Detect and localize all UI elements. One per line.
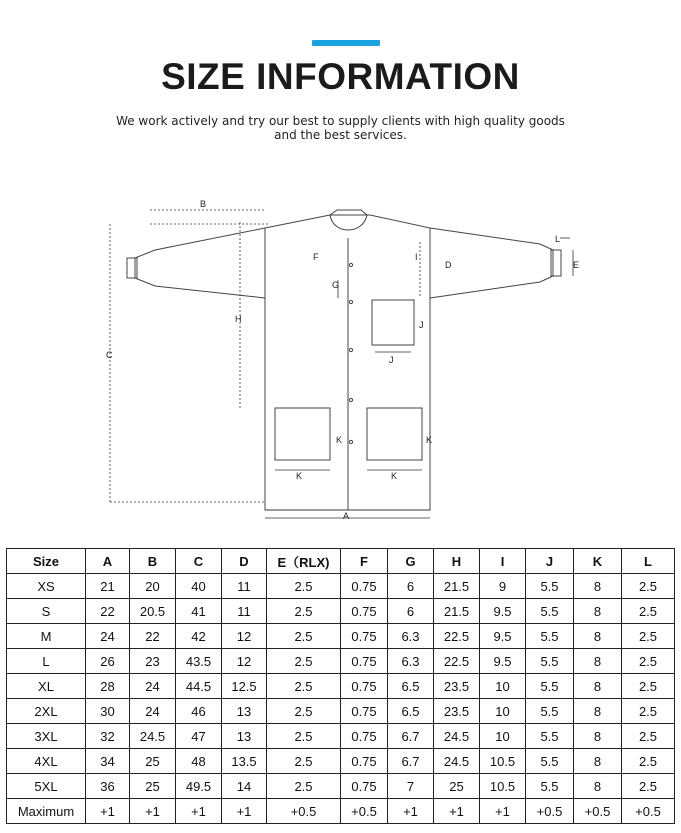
collar bbox=[330, 210, 367, 230]
table-cell: 2.5 bbox=[622, 574, 675, 599]
table-header: K bbox=[574, 549, 622, 574]
table-cell: 9.5 bbox=[480, 624, 526, 649]
table-cell: 2.5 bbox=[267, 699, 341, 724]
label-k-left: K bbox=[296, 471, 303, 481]
size-label-cell: S bbox=[7, 599, 86, 624]
table-cell: 9 bbox=[480, 574, 526, 599]
table-cell: 5.5 bbox=[526, 674, 574, 699]
table-cell: 0.75 bbox=[341, 774, 388, 799]
table-cell: 2.5 bbox=[267, 649, 341, 674]
table-header: E（RLX) bbox=[267, 549, 341, 574]
table-cell: 6 bbox=[388, 574, 434, 599]
table-cell: 8 bbox=[574, 724, 622, 749]
table-cell: 0.75 bbox=[341, 649, 388, 674]
table-cell: 6.7 bbox=[388, 724, 434, 749]
table-cell: 13 bbox=[222, 699, 267, 724]
table-cell: 20 bbox=[130, 574, 176, 599]
lab-coat-measurement-diagram bbox=[95, 180, 595, 525]
table-cell: 49.5 bbox=[176, 774, 222, 799]
size-label-cell: XL bbox=[7, 674, 86, 699]
table-cell: 12 bbox=[222, 649, 267, 674]
table-cell: 12 bbox=[222, 624, 267, 649]
label-k-side-right: K bbox=[426, 435, 433, 445]
table-cell: 2.5 bbox=[267, 599, 341, 624]
lower-pocket-left bbox=[275, 408, 330, 460]
label-i: I bbox=[415, 252, 418, 262]
table-cell: 23.5 bbox=[434, 699, 480, 724]
label-j-horizontal: J bbox=[389, 355, 394, 365]
table-cell: 8 bbox=[574, 774, 622, 799]
table-cell: +0.5 bbox=[574, 799, 622, 824]
table-header: A bbox=[86, 549, 130, 574]
table-cell: 36 bbox=[86, 774, 130, 799]
table-cell: 30 bbox=[86, 699, 130, 724]
table-cell: 6.3 bbox=[388, 649, 434, 674]
subtitle-line-1: We work actively and try our best to supply clients with high quality goods bbox=[116, 114, 565, 128]
table-cell: 43.5 bbox=[176, 649, 222, 674]
table-cell: 8 bbox=[574, 649, 622, 674]
table-cell: 48 bbox=[176, 749, 222, 774]
size-label-cell: 4XL bbox=[7, 749, 86, 774]
size-label-cell: Maximum bbox=[7, 799, 86, 824]
table-cell: 2.5 bbox=[267, 749, 341, 774]
table-cell: 28 bbox=[86, 674, 130, 699]
label-d: D bbox=[445, 260, 452, 270]
table-cell: 44.5 bbox=[176, 674, 222, 699]
table-cell: 2.5 bbox=[622, 774, 675, 799]
table-cell: 9.5 bbox=[480, 649, 526, 674]
table-cell: 8 bbox=[574, 674, 622, 699]
table-cell: 22.5 bbox=[434, 624, 480, 649]
table-cell: 5.5 bbox=[526, 749, 574, 774]
table-header: F bbox=[341, 549, 388, 574]
title-accent-bar bbox=[312, 40, 380, 46]
table-cell: 9.5 bbox=[480, 599, 526, 624]
table-cell: 40 bbox=[176, 574, 222, 599]
label-k-side-left: K bbox=[336, 435, 343, 445]
table-cell: 6.5 bbox=[388, 699, 434, 724]
table-row bbox=[7, 574, 675, 599]
label-f: F bbox=[313, 252, 319, 262]
table-cell: 22 bbox=[86, 599, 130, 624]
table-cell: 5.5 bbox=[526, 649, 574, 674]
table-cell: 10.5 bbox=[480, 774, 526, 799]
table-cell: +1 bbox=[388, 799, 434, 824]
label-l: L bbox=[555, 234, 561, 244]
table-cell: 21 bbox=[86, 574, 130, 599]
table-cell: 8 bbox=[574, 624, 622, 649]
label-g: G bbox=[332, 280, 340, 290]
table-cell: 0.75 bbox=[341, 599, 388, 624]
table-cell: 0.75 bbox=[341, 574, 388, 599]
table-cell: 10 bbox=[480, 724, 526, 749]
table-row bbox=[7, 724, 675, 749]
label-c: C bbox=[106, 350, 113, 360]
table-cell: 25 bbox=[130, 774, 176, 799]
page-subtitle bbox=[0, 114, 681, 142]
table-cell: 23 bbox=[130, 649, 176, 674]
table-cell: 23.5 bbox=[434, 674, 480, 699]
table-cell: 7 bbox=[388, 774, 434, 799]
table-cell: +1 bbox=[130, 799, 176, 824]
table-cell: 24 bbox=[86, 624, 130, 649]
table-cell: +0.5 bbox=[267, 799, 341, 824]
table-cell: +0.5 bbox=[341, 799, 388, 824]
table-cell: 34 bbox=[86, 749, 130, 774]
table-cell: 5.5 bbox=[526, 599, 574, 624]
table-cell: +0.5 bbox=[526, 799, 574, 824]
table-cell: 6.3 bbox=[388, 624, 434, 649]
table-cell: 6.7 bbox=[388, 749, 434, 774]
table-row bbox=[7, 674, 675, 699]
table-cell: 8 bbox=[574, 699, 622, 724]
table-cell: +1 bbox=[86, 799, 130, 824]
table-cell: 24 bbox=[130, 674, 176, 699]
table-cell: 0.75 bbox=[341, 699, 388, 724]
page-title: SIZE INFORMATION bbox=[161, 56, 520, 97]
table-cell: 5.5 bbox=[526, 699, 574, 724]
table-cell: +1 bbox=[222, 799, 267, 824]
table-cell: 2.5 bbox=[267, 674, 341, 699]
table-cell: 24.5 bbox=[434, 749, 480, 774]
table-cell: 24 bbox=[130, 699, 176, 724]
table-header-row bbox=[7, 549, 675, 574]
table-cell: 2.5 bbox=[622, 674, 675, 699]
table-cell: 2.5 bbox=[267, 724, 341, 749]
table-cell: 47 bbox=[176, 724, 222, 749]
table-cell: 0.75 bbox=[341, 624, 388, 649]
table-cell: 5.5 bbox=[526, 574, 574, 599]
table-cell: 2.5 bbox=[622, 624, 675, 649]
table-header: C bbox=[176, 549, 222, 574]
size-chart-table bbox=[6, 548, 675, 824]
table-cell: +1 bbox=[434, 799, 480, 824]
table-cell: 2.5 bbox=[622, 649, 675, 674]
label-b: B bbox=[200, 199, 207, 209]
table-cell: 11 bbox=[222, 599, 267, 624]
table-cell: 24.5 bbox=[434, 724, 480, 749]
table-cell: 42 bbox=[176, 624, 222, 649]
table-cell: 2.5 bbox=[622, 749, 675, 774]
table-cell: 10 bbox=[480, 674, 526, 699]
table-cell: 22 bbox=[130, 624, 176, 649]
table-cell: 11 bbox=[222, 574, 267, 599]
table-cell: 6.5 bbox=[388, 674, 434, 699]
table-header: I bbox=[480, 549, 526, 574]
size-label-cell: 5XL bbox=[7, 774, 86, 799]
table-cell: 25 bbox=[434, 774, 480, 799]
table-cell: 5.5 bbox=[526, 724, 574, 749]
table-row bbox=[7, 799, 675, 824]
table-cell: 13.5 bbox=[222, 749, 267, 774]
chest-pocket bbox=[372, 300, 414, 345]
table-cell: 8 bbox=[574, 599, 622, 624]
table-row bbox=[7, 699, 675, 724]
label-j-vertical: J bbox=[419, 320, 424, 330]
table-cell: 12.5 bbox=[222, 674, 267, 699]
table-cell: 2.5 bbox=[622, 599, 675, 624]
table-header: Size bbox=[7, 549, 86, 574]
table-cell: 2.5 bbox=[267, 774, 341, 799]
table-cell: +0.5 bbox=[622, 799, 675, 824]
table-cell: 2.5 bbox=[267, 624, 341, 649]
table-cell: 22.5 bbox=[434, 649, 480, 674]
left-sleeve bbox=[135, 228, 265, 298]
table-header: D bbox=[222, 549, 267, 574]
table-cell: 5.5 bbox=[526, 774, 574, 799]
table-cell: 2.5 bbox=[267, 574, 341, 599]
size-label-cell: XS bbox=[7, 574, 86, 599]
table-cell: 2.5 bbox=[622, 699, 675, 724]
table-cell: 32 bbox=[86, 724, 130, 749]
table-cell: +1 bbox=[480, 799, 526, 824]
table-row bbox=[7, 749, 675, 774]
size-label-cell: 2XL bbox=[7, 699, 86, 724]
table-cell: 10.5 bbox=[480, 749, 526, 774]
table-header: H bbox=[434, 549, 480, 574]
size-table-body bbox=[7, 574, 675, 824]
subtitle-line-2: and the best services. bbox=[274, 128, 407, 142]
table-cell: 24.5 bbox=[130, 724, 176, 749]
table-cell: 0.75 bbox=[341, 674, 388, 699]
table-cell: 8 bbox=[574, 749, 622, 774]
table-cell: 25 bbox=[130, 749, 176, 774]
label-e: E bbox=[573, 260, 580, 270]
table-row bbox=[7, 649, 675, 674]
size-label-cell: L bbox=[7, 649, 86, 674]
table-cell: 10 bbox=[480, 699, 526, 724]
table-row bbox=[7, 774, 675, 799]
lower-pocket-right bbox=[367, 408, 422, 460]
table-header: G bbox=[388, 549, 434, 574]
table-cell: 21.5 bbox=[434, 574, 480, 599]
table-row bbox=[7, 624, 675, 649]
table-cell: 0.75 bbox=[341, 724, 388, 749]
table-cell: 0.75 bbox=[341, 749, 388, 774]
table-header: J bbox=[526, 549, 574, 574]
table-cell: 14 bbox=[222, 774, 267, 799]
table-cell: 2.5 bbox=[622, 724, 675, 749]
table-cell: 20.5 bbox=[130, 599, 176, 624]
table-cell: 41 bbox=[176, 599, 222, 624]
table-cell: 46 bbox=[176, 699, 222, 724]
table-header: L bbox=[622, 549, 675, 574]
size-label-cell: M bbox=[7, 624, 86, 649]
label-a: A bbox=[343, 511, 350, 521]
label-h: H bbox=[235, 314, 242, 324]
table-header: B bbox=[130, 549, 176, 574]
table-cell: +1 bbox=[176, 799, 222, 824]
label-k-right: K bbox=[391, 471, 398, 481]
table-cell: 5.5 bbox=[526, 624, 574, 649]
table-cell: 21.5 bbox=[434, 599, 480, 624]
table-cell: 8 bbox=[574, 574, 622, 599]
table-cell: 6 bbox=[388, 599, 434, 624]
table-cell: 13 bbox=[222, 724, 267, 749]
table-row bbox=[7, 599, 675, 624]
table-cell: 26 bbox=[86, 649, 130, 674]
size-label-cell: 3XL bbox=[7, 724, 86, 749]
